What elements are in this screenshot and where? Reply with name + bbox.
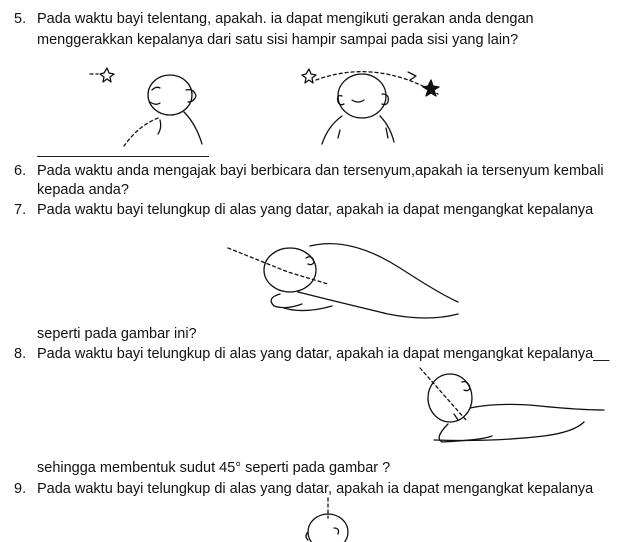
question-text: Pada waktu bayi telentang, apakah. ia dapat mengikuti gerakan anda dengan: [37, 11, 534, 27]
question-text: Pada waktu bayi telungkup di alas yang datar, apakah ia dapat mengangkat kepalanya: [37, 202, 594, 218]
baby-prone-45-icon: [418, 368, 604, 458]
question-number: 7.: [14, 202, 27, 218]
question-caption: sehingga membentuk sudut 45° seperti pada gambar ?: [37, 460, 391, 476]
separator-line: [37, 156, 209, 157]
baby-prone-90-icon: [296, 498, 356, 542]
question-number: 6.: [14, 163, 27, 179]
question-text: Pada waktu anda mengajak bayi berbicara dan tersenyum,apakah ia tersenyum kembali: [37, 163, 604, 179]
question-text-line2: kepada anda?: [37, 182, 129, 198]
question-number: 9.: [14, 481, 27, 497]
question-caption: seperti pada gambar ini?: [37, 326, 197, 342]
question-number: 8.: [14, 346, 27, 362]
question-number: 5.: [14, 11, 27, 27]
question-text: Pada waktu bayi telungkup di alas yang datar, apakah ia dapat mengangkat kepalanya: [37, 481, 594, 497]
question-text: Pada waktu bayi telungkup di alas yang datar, apakah ia dapat mengangkat kepalanya__: [37, 346, 610, 362]
baby-head-tracking-icon: [90, 60, 450, 150]
baby-prone-icon: [228, 228, 468, 328]
question-text-line2: menggerakkan kepalanya dari satu sisi hampir sampai pada sisi yang lain?: [37, 32, 519, 48]
